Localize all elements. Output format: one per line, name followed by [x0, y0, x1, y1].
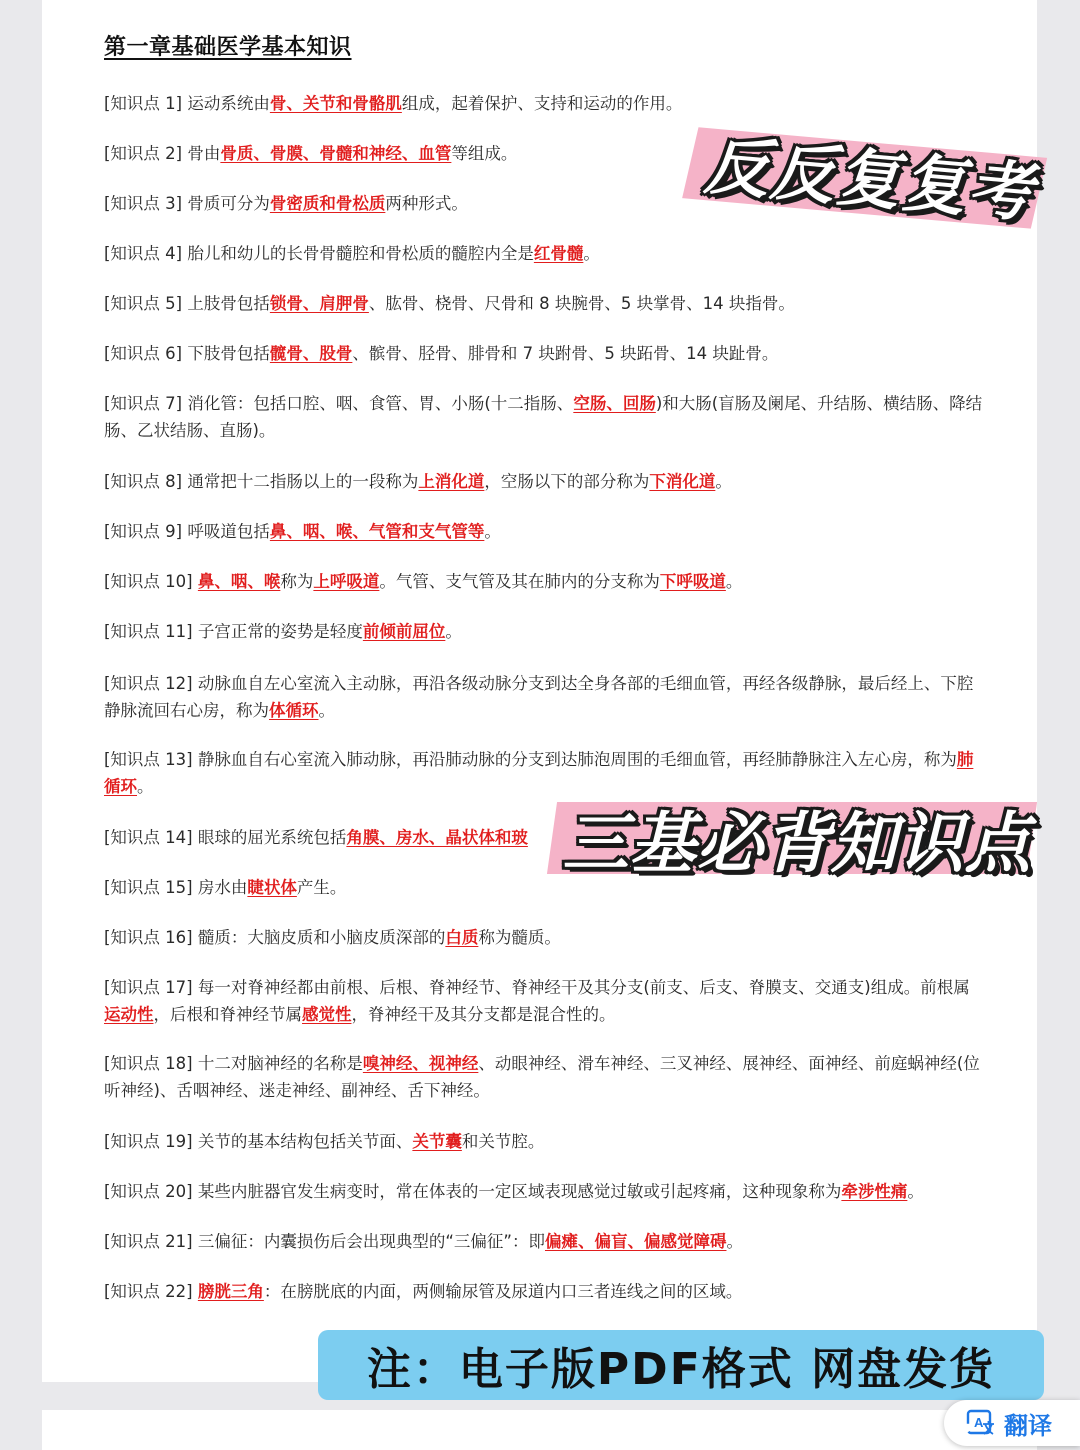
point-text: [知识点 11] 子宫正常的姿势是轻度	[104, 622, 363, 641]
point-text: 称为髓质。	[478, 928, 561, 947]
next-document-page	[42, 1410, 1037, 1450]
highlighted-term: 前倾前屈位	[362, 622, 446, 641]
sticker-text: 三基必背知识点	[562, 805, 1032, 882]
point-text: 称为	[280, 572, 314, 591]
svg-text:A: A	[974, 1415, 984, 1430]
highlighted-term: 锁骨、肩胛骨	[269, 294, 369, 313]
highlighted-term: 肺循环	[104, 750, 974, 796]
point-text: ，空肠以下的部分称为	[484, 472, 650, 491]
sticker-must-memorize	[552, 792, 1032, 882]
translate-button[interactable]	[944, 1400, 1080, 1446]
highlighted-term: 关节囊	[412, 1132, 462, 1151]
highlighted-term: 体循环	[269, 701, 319, 720]
point-text: 。	[445, 622, 462, 641]
sticker-text: 反反复复考	[701, 129, 1038, 232]
point-text: [知识点 5] 上肢骨包括	[104, 294, 270, 313]
highlighted-term: 骨质、骨膜、骨髓和神经、血管	[220, 144, 452, 163]
point-text: [知识点 10]	[104, 572, 198, 591]
point-text: [知识点 6] 下肢骨包括	[104, 344, 270, 363]
knowledge-point-14	[104, 824, 594, 851]
translate-label: 翻译	[1004, 1411, 1052, 1440]
point-text: 。	[725, 572, 743, 591]
knowledge-point-21	[104, 1228, 984, 1255]
point-text: 。	[484, 522, 501, 541]
point-text: )和大肠(盲肠及阑尾、升结肠、横结肠、降结肠、乙状结肠、直肠)。	[104, 394, 983, 440]
knowledge-point-8	[104, 468, 984, 495]
point-text: [知识点 2] 骨由	[104, 144, 221, 163]
knowledge-point-12	[104, 670, 984, 724]
point-text: [知识点 9] 呼吸道包括	[104, 522, 270, 541]
delivery-note-text: 注：电子版PDF格式 网盘发货	[366, 1344, 996, 1395]
point-text: 、动眼神经、滑车神经、三叉神经、展神经、面神经、前庭蜗神经(位听神经)、舌咽神经、迷走神经、副神经、舌下神经。	[104, 1054, 980, 1100]
chapter-title: 第一章基础医学基本知识	[104, 35, 352, 60]
point-text: [知识点 15] 房水由	[104, 878, 248, 897]
point-text: [知识点 17] 每一对脊神经都由前根、后根、脊神经节、脊神经干及其分支(前支、后支、脊膜支、交通支)组成。前根属	[104, 978, 970, 997]
highlighted-term: 上消化道	[418, 472, 485, 491]
point-text: [知识点 20] 某些内脏器官发生病变时，常在体表的一定区域表现感觉过敏或引起疼痛，这种现象称为	[104, 1182, 842, 1201]
knowledge-point-17	[104, 974, 984, 1028]
highlighted-term: 下呼吸道	[659, 572, 726, 591]
point-text: [知识点 13] 静脉血自右心室流入肺动脉，再沿肺动脉的分支到达肺泡周围的毛细血管，再经肺静脉注入左心房，称为	[104, 750, 957, 769]
highlighted-term: 空肠、回肠	[573, 394, 656, 413]
knowledge-point-16	[104, 924, 984, 951]
highlighted-term: 运动性	[104, 1005, 154, 1024]
knowledge-point-9	[104, 518, 984, 545]
point-text: [知识点 16] 髓质：大脑皮质和小脑皮质深部的	[104, 928, 446, 947]
point-text: [知识点 18] 十二对脑神经的名称是	[104, 1054, 363, 1073]
highlighted-term: 嗅神经、视神经	[362, 1054, 479, 1073]
highlighted-term: 鼻、咽、喉	[197, 572, 281, 591]
knowledge-point-4	[104, 240, 984, 267]
knowledge-point-11	[104, 618, 984, 645]
point-text: 。	[583, 244, 600, 263]
highlighted-term: 偏瘫、偏盲、偏感觉障碍	[544, 1232, 727, 1251]
point-text: 和关节腔。	[461, 1132, 545, 1151]
point-text: [知识点 14] 眼球的屈光系统包括	[104, 828, 347, 847]
point-text: 产生。	[296, 878, 347, 897]
point-text: [知识点 19] 关节的基本结构包括关节面、	[104, 1132, 413, 1151]
point-text: 。	[726, 1232, 743, 1251]
point-text: 两种形式。	[385, 194, 468, 213]
highlighted-term: 膀胱三角	[197, 1282, 264, 1301]
point-text: 、髌骨、胫骨、腓骨和 7 块跗骨、5 块跖骨、14 块趾骨。	[352, 344, 779, 363]
highlighted-term: 骨密质和骨松质	[269, 194, 386, 213]
point-text: [知识点 8] 通常把十二指肠以上的一段称为	[104, 472, 419, 491]
point-text: 。气管、支气管及其在肺内的分支称为	[379, 572, 660, 591]
point-text: ，脊神经干及其分支都是混合性的。	[351, 1005, 616, 1024]
point-text: [知识点 22]	[104, 1282, 198, 1301]
highlighted-term: 角膜、房水、晶状体和玻	[346, 828, 528, 847]
point-text: 组成，起着保护、支持和运动的作用。	[401, 94, 683, 113]
point-text: 、肱骨、桡骨、尺骨和 8 块腕骨、5 块掌骨、14 块指骨。	[368, 294, 795, 313]
highlighted-term: 牵涉性痛	[841, 1182, 908, 1201]
highlighted-term: 感觉性	[302, 1005, 352, 1024]
point-text: 。	[715, 472, 732, 491]
knowledge-point-7	[104, 390, 984, 444]
knowledge-point-22	[104, 1278, 984, 1305]
point-text: [知识点 7] 消化管：包括口腔、咽、食管、胃、小肠(十二指肠、	[104, 394, 574, 413]
delivery-note-banner	[318, 1330, 1044, 1400]
knowledge-point-19	[104, 1128, 984, 1155]
highlighted-term: 鼻、咽、喉、气管和支气管等	[269, 522, 485, 541]
knowledge-point-1	[104, 90, 984, 117]
highlighted-term: 髋骨、股骨	[269, 344, 353, 363]
highlighted-term: 上呼吸道	[313, 572, 380, 591]
point-text: 。	[907, 1182, 924, 1201]
highlighted-term: 白质	[445, 928, 479, 947]
knowledge-point-6	[104, 340, 984, 367]
point-text: 等组成。	[451, 144, 518, 163]
point-text: ，后根和脊神经节属	[153, 1005, 302, 1024]
translate-icon	[966, 1408, 996, 1438]
point-text: [知识点 3] 骨质可分为	[104, 194, 270, 213]
knowledge-point-5	[104, 290, 984, 317]
highlighted-term: 下消化道	[649, 472, 716, 491]
point-text: [知识点 12] 动脉血自左心室流入主动脉，再沿各级动脉分支到达全身各部的毛细血管，再经各级静脉，最后经上、下腔静脉流回右心房，称为	[104, 674, 974, 720]
knowledge-point-18	[104, 1050, 984, 1104]
point-text: 。	[318, 701, 335, 720]
knowledge-point-20	[104, 1178, 984, 1205]
highlighted-term: 骨、关节和骨骼肌	[269, 94, 402, 113]
point-text: [知识点 21] 三偏征：内囊损伤后会出现典型的“三偏征”：即	[104, 1232, 545, 1251]
knowledge-point-10	[104, 568, 984, 595]
point-text: ：在膀胱底的内面，两侧输尿管及尿道内口三者连线之间的区域。	[263, 1282, 743, 1301]
point-text: 。	[137, 777, 154, 796]
highlighted-term: 红骨髓	[533, 244, 584, 263]
point-text: [知识点 1] 运动系统由	[104, 94, 270, 113]
point-text: [知识点 4] 胎儿和幼儿的长骨骨髓腔和骨松质的髓腔内全是	[104, 244, 534, 263]
highlighted-term: 睫状体	[247, 878, 297, 897]
